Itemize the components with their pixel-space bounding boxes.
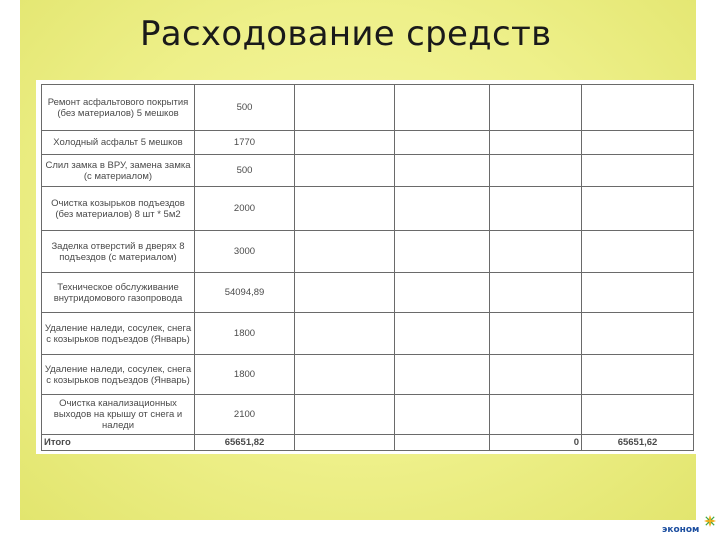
empty-cell bbox=[295, 131, 395, 155]
empty-cell bbox=[395, 273, 490, 313]
empty-cell bbox=[295, 313, 395, 355]
work-description: Очистка козырьков подъездов (без материалов) 8 шт * 5м2 bbox=[42, 187, 195, 231]
empty-cell bbox=[395, 355, 490, 395]
table-row bbox=[42, 395, 694, 435]
amount-cell: 1800 bbox=[195, 313, 295, 355]
empty-cell bbox=[295, 435, 395, 451]
empty-cell bbox=[490, 313, 582, 355]
empty-cell bbox=[295, 187, 395, 231]
total-label: Итого bbox=[42, 435, 195, 451]
table-row bbox=[42, 313, 694, 355]
scanned-expense-table bbox=[36, 80, 697, 454]
empty-cell bbox=[295, 231, 395, 273]
work-description: Слил замка в ВРУ, замена замка (с материалом) bbox=[42, 155, 195, 187]
empty-cell bbox=[395, 187, 490, 231]
empty-cell bbox=[295, 85, 395, 131]
empty-cell bbox=[582, 355, 694, 395]
table-row bbox=[42, 131, 694, 155]
empty-cell bbox=[395, 155, 490, 187]
empty-cell bbox=[395, 435, 490, 451]
empty-cell bbox=[295, 273, 395, 313]
empty-cell bbox=[490, 155, 582, 187]
empty-cell bbox=[490, 187, 582, 231]
slide-title: Расходование средств bbox=[140, 14, 552, 54]
empty-cell bbox=[395, 131, 490, 155]
work-description: Заделка отверстий в дверях 8 подъездов (с материалом) bbox=[42, 231, 195, 273]
work-description: Удаление наледи, сосулек, снега с козырьков подъездов (Январь) bbox=[42, 313, 195, 355]
work-description: Удаление наледи, сосулек, снега с козырьков подъездов (Январь) bbox=[42, 355, 195, 395]
table-row bbox=[42, 155, 694, 187]
amount-cell: 1770 bbox=[195, 131, 295, 155]
empty-cell bbox=[490, 395, 582, 435]
amount-cell: 500 bbox=[195, 85, 295, 131]
amount-cell: 2000 bbox=[195, 187, 295, 231]
empty-cell bbox=[490, 131, 582, 155]
empty-cell bbox=[395, 395, 490, 435]
work-description: Техническое обслуживание внутридомового газопровода bbox=[42, 273, 195, 313]
empty-cell bbox=[582, 187, 694, 231]
empty-cell bbox=[490, 231, 582, 273]
table-row bbox=[42, 355, 694, 395]
work-description: Ремонт асфальтового покрытия (без материалов) 5 мешков bbox=[42, 85, 195, 131]
empty-cell bbox=[490, 355, 582, 395]
empty-cell bbox=[582, 155, 694, 187]
table-row bbox=[42, 85, 694, 131]
empty-cell bbox=[490, 85, 582, 131]
amount-cell: 2100 bbox=[195, 395, 295, 435]
empty-cell bbox=[582, 231, 694, 273]
empty-cell bbox=[395, 313, 490, 355]
table-row bbox=[42, 273, 694, 313]
company-logo bbox=[660, 515, 718, 539]
empty-cell bbox=[582, 85, 694, 131]
logo-text: эконом bbox=[662, 525, 700, 535]
total-balance: 0 bbox=[490, 435, 582, 451]
empty-cell bbox=[582, 131, 694, 155]
empty-cell bbox=[582, 313, 694, 355]
work-description: Очистка канализационных выходов на крышу от снега и наледи bbox=[42, 395, 195, 435]
empty-cell bbox=[490, 273, 582, 313]
amount-cell: 54094,89 bbox=[195, 273, 295, 313]
total-row bbox=[42, 435, 694, 451]
expense-table bbox=[41, 84, 694, 451]
empty-cell bbox=[582, 273, 694, 313]
total-amount: 65651,82 bbox=[195, 435, 295, 451]
amount-cell: 500 bbox=[195, 155, 295, 187]
amount-cell: 1800 bbox=[195, 355, 295, 395]
empty-cell bbox=[295, 155, 395, 187]
empty-cell bbox=[582, 395, 694, 435]
table-row bbox=[42, 231, 694, 273]
total-final-amount: 65651,62 bbox=[582, 435, 694, 451]
amount-cell: 3000 bbox=[195, 231, 295, 273]
table-row bbox=[42, 187, 694, 231]
empty-cell bbox=[295, 355, 395, 395]
empty-cell bbox=[395, 85, 490, 131]
empty-cell bbox=[395, 231, 490, 273]
work-description: Холодный асфальт 5 мешков bbox=[42, 131, 195, 155]
empty-cell bbox=[295, 395, 395, 435]
